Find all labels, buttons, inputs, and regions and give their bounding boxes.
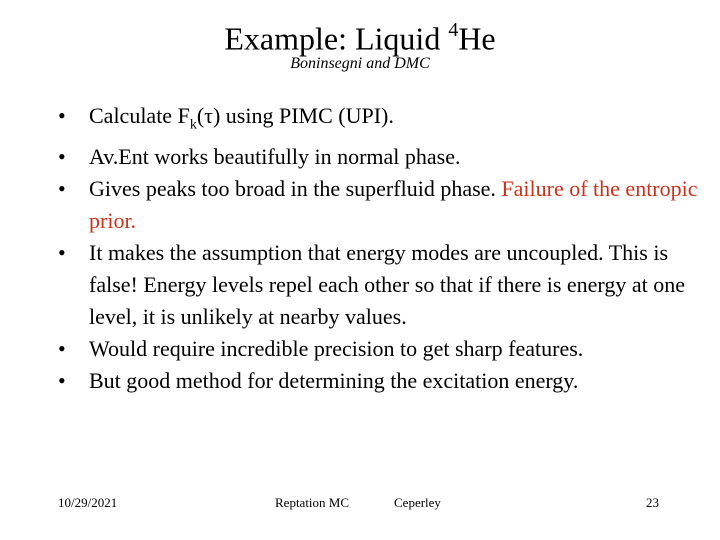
- slide-subtitle: Boninsegni and DMC: [290, 55, 430, 72]
- bullet-1-subscript: k: [189, 117, 197, 133]
- bullet-5-text: Would require incredible precision to get sharp features.: [89, 336, 584, 362]
- bullet-2-text: Av.Ent works beautifully in normal phase.: [89, 144, 461, 170]
- bullet-6-text: But good method for determining the excitation energy.: [89, 368, 579, 394]
- bullet-3-text: Gives peaks too broad in the superfluid phase.: [89, 176, 502, 202]
- slide-title: [0, 12, 720, 59]
- bullet-4-text: It makes the assumption that energy modes are uncoupled. This is false! Energy levels repel each other so that if there is energy at one level, it is unlikely at nearby values.: [89, 240, 685, 330]
- bullet-item: [58, 237, 698, 333]
- bullet-dot: •: [58, 144, 66, 170]
- bullet-item: [58, 100, 698, 141]
- bullet-1-text-b: (τ) using PIMC (UPI).: [196, 103, 394, 128]
- page-number: 23: [646, 495, 659, 510]
- bullet-1-text-a: Calculate F: [89, 103, 190, 128]
- bullet-item: [58, 365, 698, 397]
- bullet-item: [58, 333, 698, 365]
- footer-author: Ceperley: [394, 495, 441, 510]
- bullet-dot: •: [58, 240, 66, 266]
- bullet-dot: •: [58, 103, 66, 128]
- bullet-dot: •: [58, 368, 66, 394]
- footer-title: Reptation MC: [275, 495, 350, 510]
- footer-date: 10/29/2021: [58, 495, 118, 510]
- bullet-dot: •: [58, 336, 66, 362]
- bullet-dot: •: [58, 176, 66, 202]
- title-suffix: He: [458, 20, 496, 57]
- bullet-list: [58, 100, 698, 397]
- bullet-item: [58, 173, 698, 237]
- title-prefix: Example: Liquid: [224, 20, 449, 57]
- title-superscript: 4: [448, 19, 459, 41]
- bullet-3-highlight: Failure of the entropic prior.: [89, 176, 698, 234]
- bullet-item: [58, 141, 698, 173]
